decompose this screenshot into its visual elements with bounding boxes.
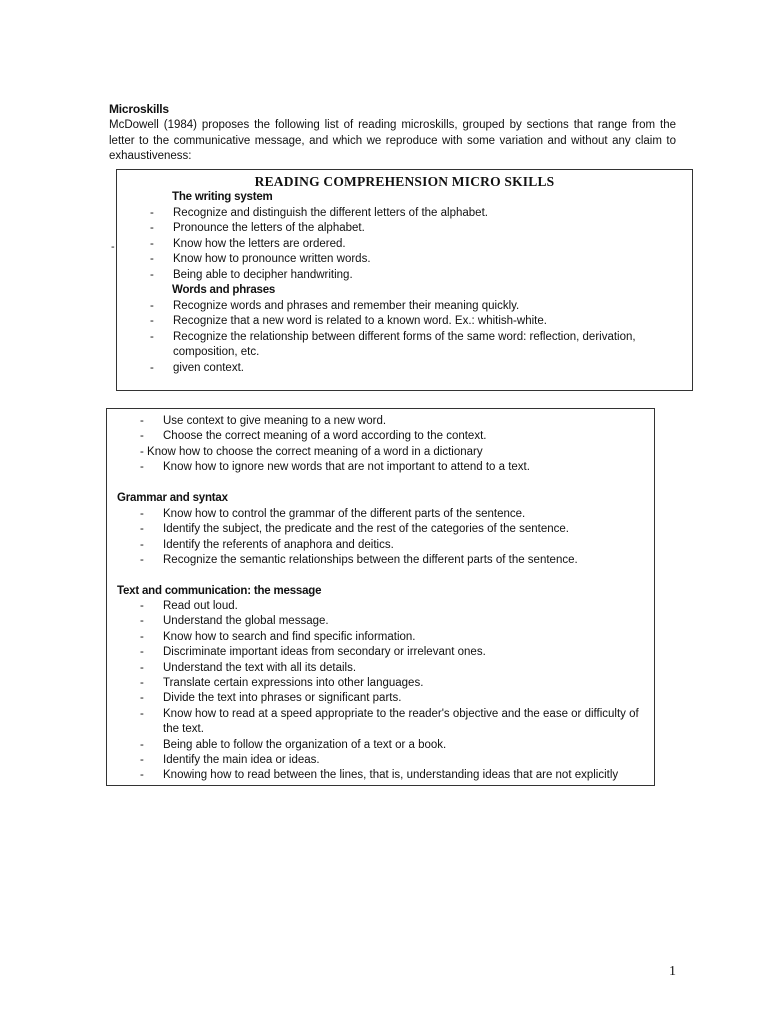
writing-system-heading: The writing system	[172, 191, 273, 203]
writing-system-list	[150, 206, 680, 283]
list-item: - Understand the text with all its details.	[140, 661, 357, 674]
words-phrases-list	[150, 299, 680, 376]
list-item: - Being able to decipher handwriting.	[150, 268, 353, 281]
list-item: - Translate certain expressions into other languages.	[140, 677, 424, 690]
list-item: - given context.	[150, 361, 244, 374]
words-phrases-heading: Words and phrases	[172, 284, 276, 296]
list-item: - Know how to pronounce written words.	[150, 253, 371, 266]
page-number: 1	[669, 964, 676, 979]
skills-box-2	[106, 408, 655, 786]
skills-box-1	[116, 169, 693, 391]
list-item: - Read out loud.	[140, 600, 238, 612]
list-item: - Understand the global message.	[140, 615, 329, 628]
box-title: READING COMPREHENSION MICRO SKILLS	[254, 174, 555, 189]
stray-dash: -	[111, 241, 115, 253]
list-item: - Recognize the semantic relationships between the different parts of the sentence.	[140, 554, 578, 567]
list-item: - Identify the main idea or ideas.	[140, 754, 320, 767]
ignore-list	[140, 460, 650, 475]
list-item: - Divide the text into phrases or significant parts.	[140, 692, 402, 705]
list-item: - Recognize words and phrases and remember their meaning quickly.	[150, 300, 520, 312]
section-heading: Microskills	[109, 102, 169, 116]
list-item: - Discriminate important ideas from secondary or irrelevant ones.	[140, 646, 486, 659]
list-item: - Recognize that a new word is related to a known word. Ex.: whitish-white.	[150, 315, 547, 328]
list-item: - Choose the correct meaning of a word according to the context.	[140, 430, 487, 443]
context-list	[140, 414, 650, 445]
list-item: - Know how the letters are ordered.	[150, 237, 346, 250]
list-item: - Use context to give meaning to a new word.	[140, 415, 387, 427]
list-item: - Pronounce the letters of the alphabet.	[150, 222, 365, 235]
list-item: - Being able to follow the organization of a text or a book.	[140, 738, 447, 751]
list-item: - Know how to ignore new words that are not important to attend to a text.	[140, 461, 530, 473]
dictionary-line: - Know how to choose the correct meaning of a word in a dictionary	[140, 446, 483, 458]
intro-paragraph: McDowell (1984) proposes the following list of reading microskills, grouped by sections that range from the letter to the communicative message, and which we reproduce with some variation and without any claim to exhaustiveness:	[109, 119, 676, 162]
grammar-heading: Grammar and syntax	[117, 492, 228, 504]
grammar-list	[140, 507, 650, 569]
list-item: - Know how to control the grammar of the different parts of the sentence.	[140, 508, 526, 520]
text-communication-list	[140, 599, 650, 784]
list-item: - Identify the referents of anaphora and deitics.	[140, 538, 394, 551]
list-item: - Recognize and distinguish the different letters of the alphabet.	[150, 207, 488, 219]
list-item: - Identify the subject, the predicate and the rest of the categories of the sentence.	[140, 523, 569, 536]
list-item: - Know how to search and find specific information.	[140, 630, 416, 643]
list-item: - Know how to read at a speed appropriate to the reader's objective and the ease or difficulty of the text.	[140, 707, 639, 736]
text-communication-heading: Text and communication: the message	[117, 585, 322, 597]
list-item: - Recognize the relationship between different forms of the same word: reflection, derivation, composition, etc.	[150, 330, 636, 359]
list-item: - Knowing how to read between the lines, that is, understanding ideas that are not explicitly	[140, 769, 619, 782]
